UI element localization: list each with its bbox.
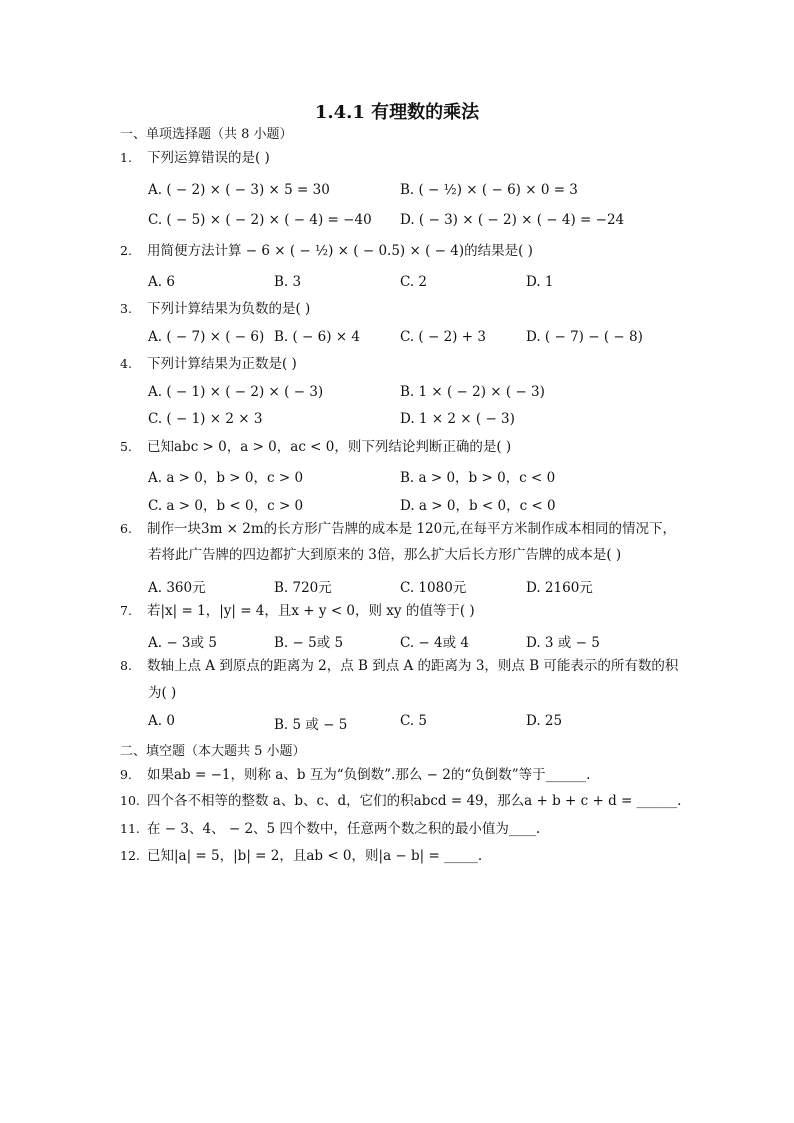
option-b: B. a > 0，b > 0，c < 0 <box>400 470 556 486</box>
option-a: A. 360元 <box>148 580 206 596</box>
fill-question-11 <box>120 816 690 842</box>
option-c: C. ( − 2) + 3 <box>400 329 486 345</box>
option-a: A. a > 0，b > 0，c > 0 <box>148 470 304 486</box>
question-1 <box>120 145 690 171</box>
option-b: B. 5 或 − 5 <box>274 717 348 733</box>
option-a: A. − 3或 5 <box>148 635 217 651</box>
option-d: D. 3 或 − 5 <box>526 635 600 651</box>
question-text: 在 − 3、4、 − 2、5 四个数中，任意两个数之积的最小值为____. <box>147 821 541 837</box>
question-number: 1. <box>120 150 132 165</box>
option-d: D. 25 <box>526 713 563 729</box>
option-b: B. 720元 <box>274 580 332 596</box>
question-number: 12. <box>120 848 140 863</box>
option-a: A. ( − 7) × ( − 6) <box>148 329 265 345</box>
question-number: 4. <box>120 356 132 371</box>
question-5 <box>120 434 690 460</box>
question-number: 6. <box>120 521 132 536</box>
question-text: 已知abc > 0，a > 0，ac < 0，则下列结论判断正确的是( ) <box>147 439 512 455</box>
question-4 <box>120 351 690 377</box>
option-c: C. ( − 5) × ( − 2) × ( − 4) = −40 <box>148 212 372 228</box>
question-text-continued: 为( ) <box>148 685 177 701</box>
fill-question-12 <box>120 843 690 869</box>
question-number: 7. <box>120 603 132 618</box>
question-number: 8. <box>120 658 132 673</box>
question-6 <box>120 516 690 542</box>
option-d: D. ( − 3) × ( − 2) × ( − 4) = −24 <box>400 212 625 228</box>
question-text: 数轴上点 A 到原点的距离为 2，点 B 到点 A 的距离为 3，则点 B 可能表示的所有数的积 <box>147 658 679 674</box>
option-b: B. 3 <box>274 274 302 290</box>
question-number: 10. <box>120 793 140 808</box>
question-text: 已知|a| = 5，|b| = 2，且ab < 0，则|a − b| = _____. <box>147 848 483 864</box>
page-title: 1.4.1 有理数的乘法 <box>314 102 480 123</box>
question-7 <box>120 598 690 624</box>
option-c: C. 1080元 <box>400 580 467 596</box>
section-heading-choice: 一、单项选择题（共 8 小题） <box>120 127 293 142</box>
question-number: 11. <box>120 821 140 836</box>
option-d: D. ( − 7) − ( − 8) <box>526 329 643 345</box>
question-text: 下列计算结果为正数是( ) <box>147 356 297 372</box>
question-number: 3. <box>120 301 132 316</box>
question-text: 下列运算错误的是( ) <box>147 150 270 166</box>
option-d: D. a > 0，b < 0，c < 0 <box>400 498 556 514</box>
question-text: 用简便方法计算 − 6 × ( − ½) × ( − 0.5) × ( − 4)的结果是( ) <box>147 243 533 259</box>
question-text: 下列计算结果为负数的是( ) <box>147 301 311 317</box>
option-d: D. 2160元 <box>526 580 593 596</box>
question-3 <box>120 296 690 322</box>
question-number: 5. <box>120 439 132 454</box>
option-c: C. 5 <box>400 713 428 729</box>
option-c: C. a > 0，b < 0，c > 0 <box>148 498 304 514</box>
question-number: 9. <box>120 767 132 782</box>
fill-question-9 <box>120 762 690 788</box>
option-d: D. 1 × 2 × ( − 3) <box>400 411 515 427</box>
option-a: A. ( − 2) × ( − 3) × 5 = 30 <box>148 182 330 198</box>
section-heading-fill: 二、填空题（本大题共 5 小题） <box>120 744 306 759</box>
option-a: A. 0 <box>148 713 175 729</box>
question-text: 如果ab = −1，则称 a、b 互为“负倒数”.那么 − 2的“负倒数”等于______. <box>147 767 591 783</box>
option-c: C. 2 <box>400 274 428 290</box>
option-a: A. ( − 1) × ( − 2) × ( − 3) <box>148 384 324 400</box>
option-c: C. ( − 1) × 2 × 3 <box>148 411 263 427</box>
question-text-continued: 若将此广告牌的四边都扩大到原来的 3倍，那么扩大后长方形广告牌的成本是( ) <box>148 547 622 563</box>
question-number: 2. <box>120 243 132 258</box>
option-d: D. 1 <box>526 274 554 290</box>
question-8 <box>120 653 690 679</box>
fill-question-10 <box>120 788 690 814</box>
question-2 <box>120 238 690 264</box>
option-b: B. 1 × ( − 2) × ( − 3) <box>400 384 545 400</box>
question-text: 制作一块3m × 2m的长方形广告牌的成本是 120元,在每平方米制作成本相同的情况下， <box>147 521 677 537</box>
option-a: A. 6 <box>148 274 175 290</box>
option-b: B. ( − ½) × ( − 6) × 0 = 3 <box>400 182 578 198</box>
question-text: 若|x| = 1，|y| = 4，且x + y < 0，则 xy 的值等于( ) <box>147 603 475 619</box>
option-c: C. − 4或 4 <box>400 635 470 651</box>
question-text: 四个各不相等的整数 a、b、c、d，它们的积abcd = 49，那么a + b + c + d = ______. <box>147 793 682 809</box>
option-b: B. ( − 6) × 4 <box>274 329 361 345</box>
option-b: B. − 5或 5 <box>274 635 344 651</box>
